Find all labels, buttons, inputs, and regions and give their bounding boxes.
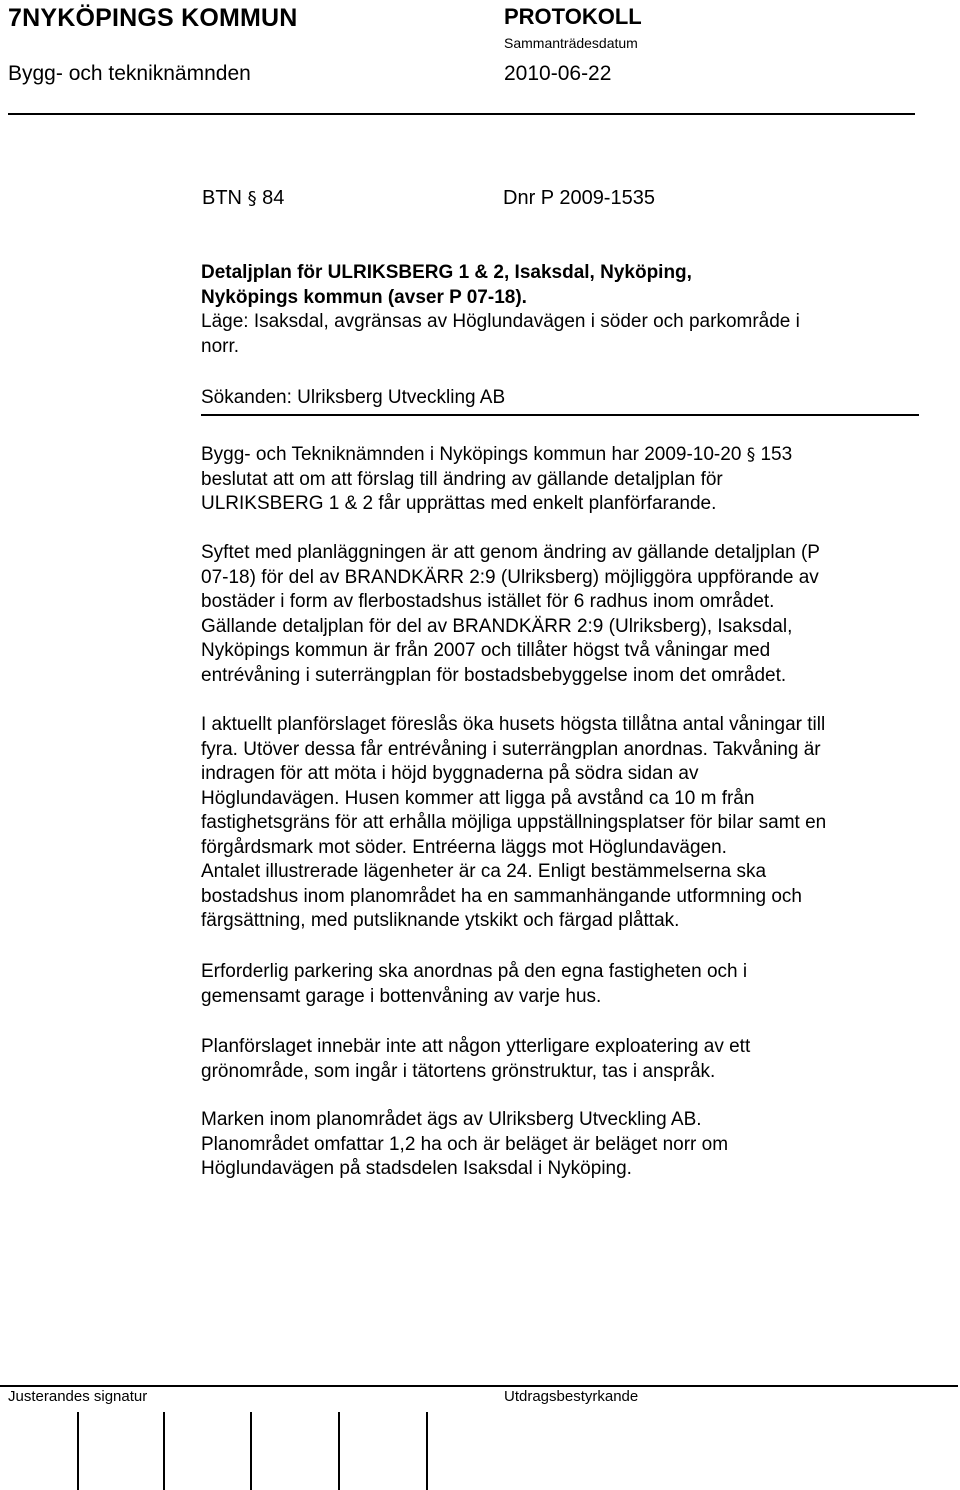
dnr-reference: Dnr P 2009-1535 — [503, 187, 655, 209]
committee-name: Bygg- och tekniknämnden — [8, 62, 251, 85]
footer-divider — [0, 1385, 958, 1387]
paragraph-line: Höglundavägen på stadsdelen Isaksdal i Nyköping. — [201, 1158, 632, 1179]
paragraph-line: Nyköpings kommun är från 2007 och tillåter högst två våningar med — [201, 640, 771, 661]
signature-box-divider — [250, 1412, 252, 1490]
applicant: Sökanden: Ulriksberg Utveckling AB — [201, 387, 506, 408]
meeting-date: 2010-06-22 — [504, 62, 612, 85]
section-prefix: BTN — [202, 187, 242, 209]
section-number: 84 — [262, 187, 285, 209]
paragraph-text: 153 — [760, 444, 793, 465]
signature-box-divider — [338, 1412, 340, 1490]
signature-label: Justerandes signatur — [8, 1388, 148, 1405]
paragraph-ownership — [201, 1108, 921, 1182]
paragraph-line: Marken inom planområdet ägs av Ulriksberg Utveckling AB. — [201, 1109, 702, 1130]
paragraph-line: entrévåning i suterrängplan för bostadsbebyggelse inom det området. — [201, 664, 787, 686]
paragraph-line: Erforderlig parkering ska anordnas på den egna fastigheten och i — [201, 961, 748, 982]
paragraph-line: Höglundavägen. Husen kommer att ligga på avstånd ca 10 m från — [201, 787, 755, 809]
paragraph-line: Planområdet omfattar 1,2 ha och är beläget är beläget norr om — [201, 1133, 729, 1155]
paragraph-line: bostäder i form av flerbostadshus istället för 6 radhus inom området. — [201, 591, 775, 612]
paragraph-line: Planförslaget innebär inte att någon ytterligare exploatering av ett — [201, 1036, 751, 1057]
section-reference — [202, 187, 284, 210]
case-title-line: Detaljplan för ULRIKSBERG 1 & 2, Isaksdal, Nyköping, — [201, 262, 692, 283]
paragraph-line: indragen för att möta i höjd byggnaderna på södra sidan av — [201, 763, 699, 784]
section-symbol: § — [247, 188, 257, 209]
paragraph-purpose — [201, 541, 921, 688]
paragraph-line: grönområde, som ingår i tätortens grönstruktur, tas i anspråk. — [201, 1060, 716, 1082]
paragraph-line: färgsättning, med putsliknande ytskikt och färgad plåttak. — [201, 910, 680, 931]
paragraph-line: förgårdsmark mot söder. Entréerna läggs mot Höglundavägen. — [201, 836, 727, 858]
signature-box-divider — [426, 1412, 428, 1490]
paragraph-line: fastighetsgräns för att erhålla möjliga uppställningsplatser för bilar samt en — [201, 812, 827, 833]
header-divider — [8, 113, 915, 115]
applicant-divider — [201, 414, 919, 416]
paragraph-line: Syftet med planläggningen är att genom ändring av gällande detaljplan (P — [201, 542, 820, 563]
case-title-line: Nyköpings kommun (avser P 07-18). — [201, 286, 527, 308]
paragraph-line: ULRIKSBERG 1 & 2 får upprättas med enkelt planförfarande. — [201, 493, 717, 514]
paragraph-line — [201, 443, 921, 468]
paragraph-line: Gällande detaljplan för del av BRANDKÄRR 2:9 (Ulriksberg), Isaksdal, — [201, 615, 793, 637]
paragraph-decision-history — [201, 443, 921, 517]
document-type: PROTOKOLL — [504, 4, 642, 29]
paragraph-line: gemensamt garage i bottenvåning av varje hus. — [201, 985, 602, 1007]
paragraph-proposal — [201, 713, 921, 934]
signature-box-divider — [163, 1412, 165, 1490]
paragraph-line: Antalet illustrerade lägenheter är ca 24. Enligt bestämmelserna ska — [201, 861, 767, 882]
paragraph-line: fyra. Utöver dessa får entrévåning i suterrängplan anordnas. Takvåning är — [201, 738, 821, 760]
meeting-date-label: Sammanträdesdatum — [504, 35, 638, 51]
paragraph-parking — [201, 960, 921, 1009]
location-line: norr. — [201, 335, 240, 357]
paragraph-green-space — [201, 1035, 921, 1084]
paragraph-line: bostadshus inom planområdet ha en sammanhängande utformning och — [201, 885, 802, 907]
section-symbol: § — [746, 445, 756, 465]
paragraph-text: Bygg- och Tekniknämnden i Nyköpings kommun har 2009-10-20 — [201, 444, 742, 465]
location-line: Läge: Isaksdal, avgränsas av Höglundavägen i söder och parkområde i — [201, 311, 800, 332]
paragraph-line: beslutat att om att förslag till ändring av gällande detaljplan för — [201, 468, 723, 490]
case-title — [201, 261, 921, 310]
signature-box-divider — [77, 1412, 79, 1490]
paragraph-line: 07-18) för del av BRANDKÄRR 2:9 (Ulriksberg) möjliggöra uppförande av — [201, 566, 819, 588]
extract-certification-label: Utdragsbestyrkande — [504, 1388, 639, 1405]
paragraph-line: I aktuellt planförslaget föreslås öka husets högsta tillåtna antal våningar till — [201, 714, 826, 735]
organization-name: 7NYKÖPINGS KOMMUN — [8, 4, 298, 32]
location-description — [201, 310, 921, 359]
